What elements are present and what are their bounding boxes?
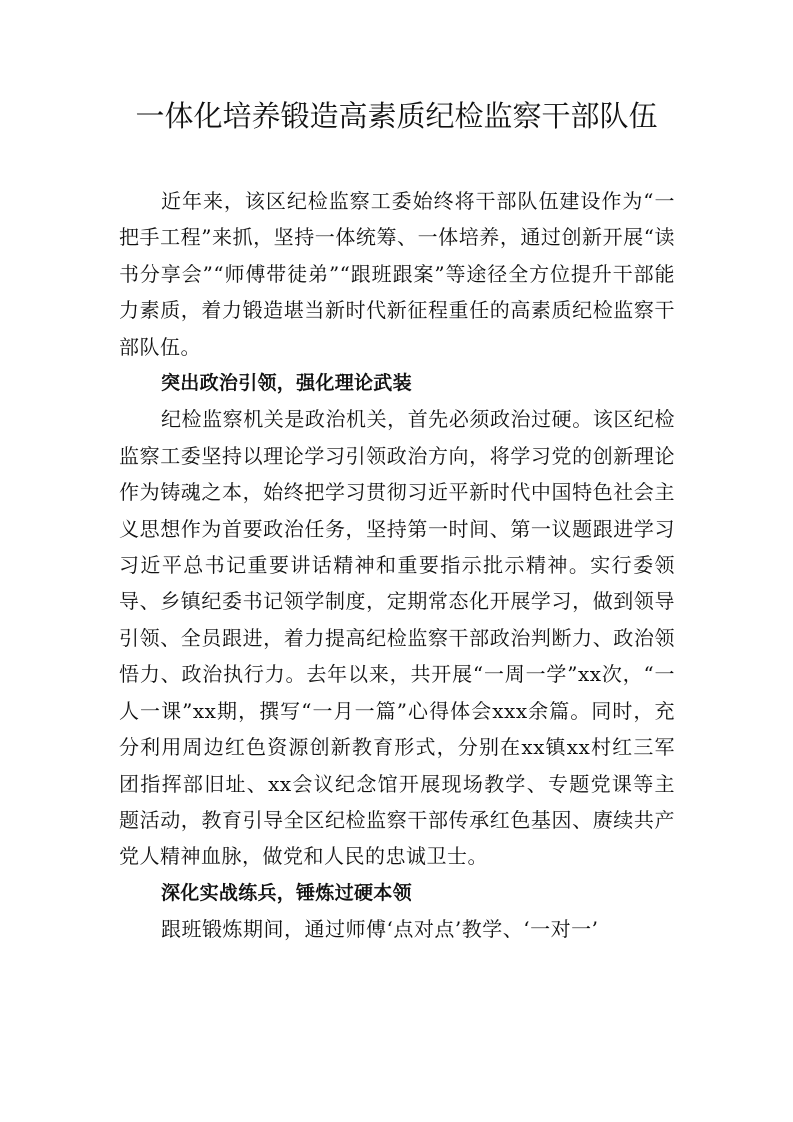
intro-paragraph: 近年来，该区纪检监察工委始终将干部队伍建设作为“一把手工程”来抓，坚持一体统筹、一体培养，通过创新开展“读书分享会”“师傅带徒弟”“跟班跟案”等途径全方位提升干部能力素质，着力锻造堪当新时代新征程重任的高素质纪检监察干部队伍。 (119, 189, 675, 359)
political-paragraph: 纪检监察机关是政治机关，首先必须政治过硬。该区纪检监察工委坚持以理论学习引领政治方向，将学习党的创新理论作为铸魂之本，始终把学习贯彻习近平新时代中国特色社会主义思想作为首要政治任务，坚持第一时间、第一议题跟进学习习近平总书记重要讲话精神和重要指示批示精神。实行委领导、乡镇纪委书记领学制度，定期常态化开展学习，做到领导引领、全员跟进，着力提高纪检监察干部政治判断力、政治领悟力、政治执行力。去年以来，共开展“一周一学”xx次，“一人一课”xx期，撰写“一月一篇”心得体会xxx余篇。同时，充分利用周边红色资源创新教育形式，分别在xx镇xx村红三军团指挥部旧址、xx会议纪念馆开展现场教学、专题党课等主题活动，教育引导全区纪检监察干部传承红色基因、赓续共产党人精神血脉，做党和人民的忠诚卫士。 (119, 407, 675, 869)
section-heading-training: 深化实战练兵，锤炼过硬本领 (161, 881, 412, 904)
section-heading-political: 突出政治引领，强化理论武装 (161, 372, 412, 395)
training-paragraph: 跟班锻炼期间，通过师傅‘点对点’教学、‘一对一’ (161, 917, 599, 942)
document-body (119, 183, 675, 948)
document-title: 一体化培养锻造高素质纪检监察干部队伍 (135, 99, 658, 133)
